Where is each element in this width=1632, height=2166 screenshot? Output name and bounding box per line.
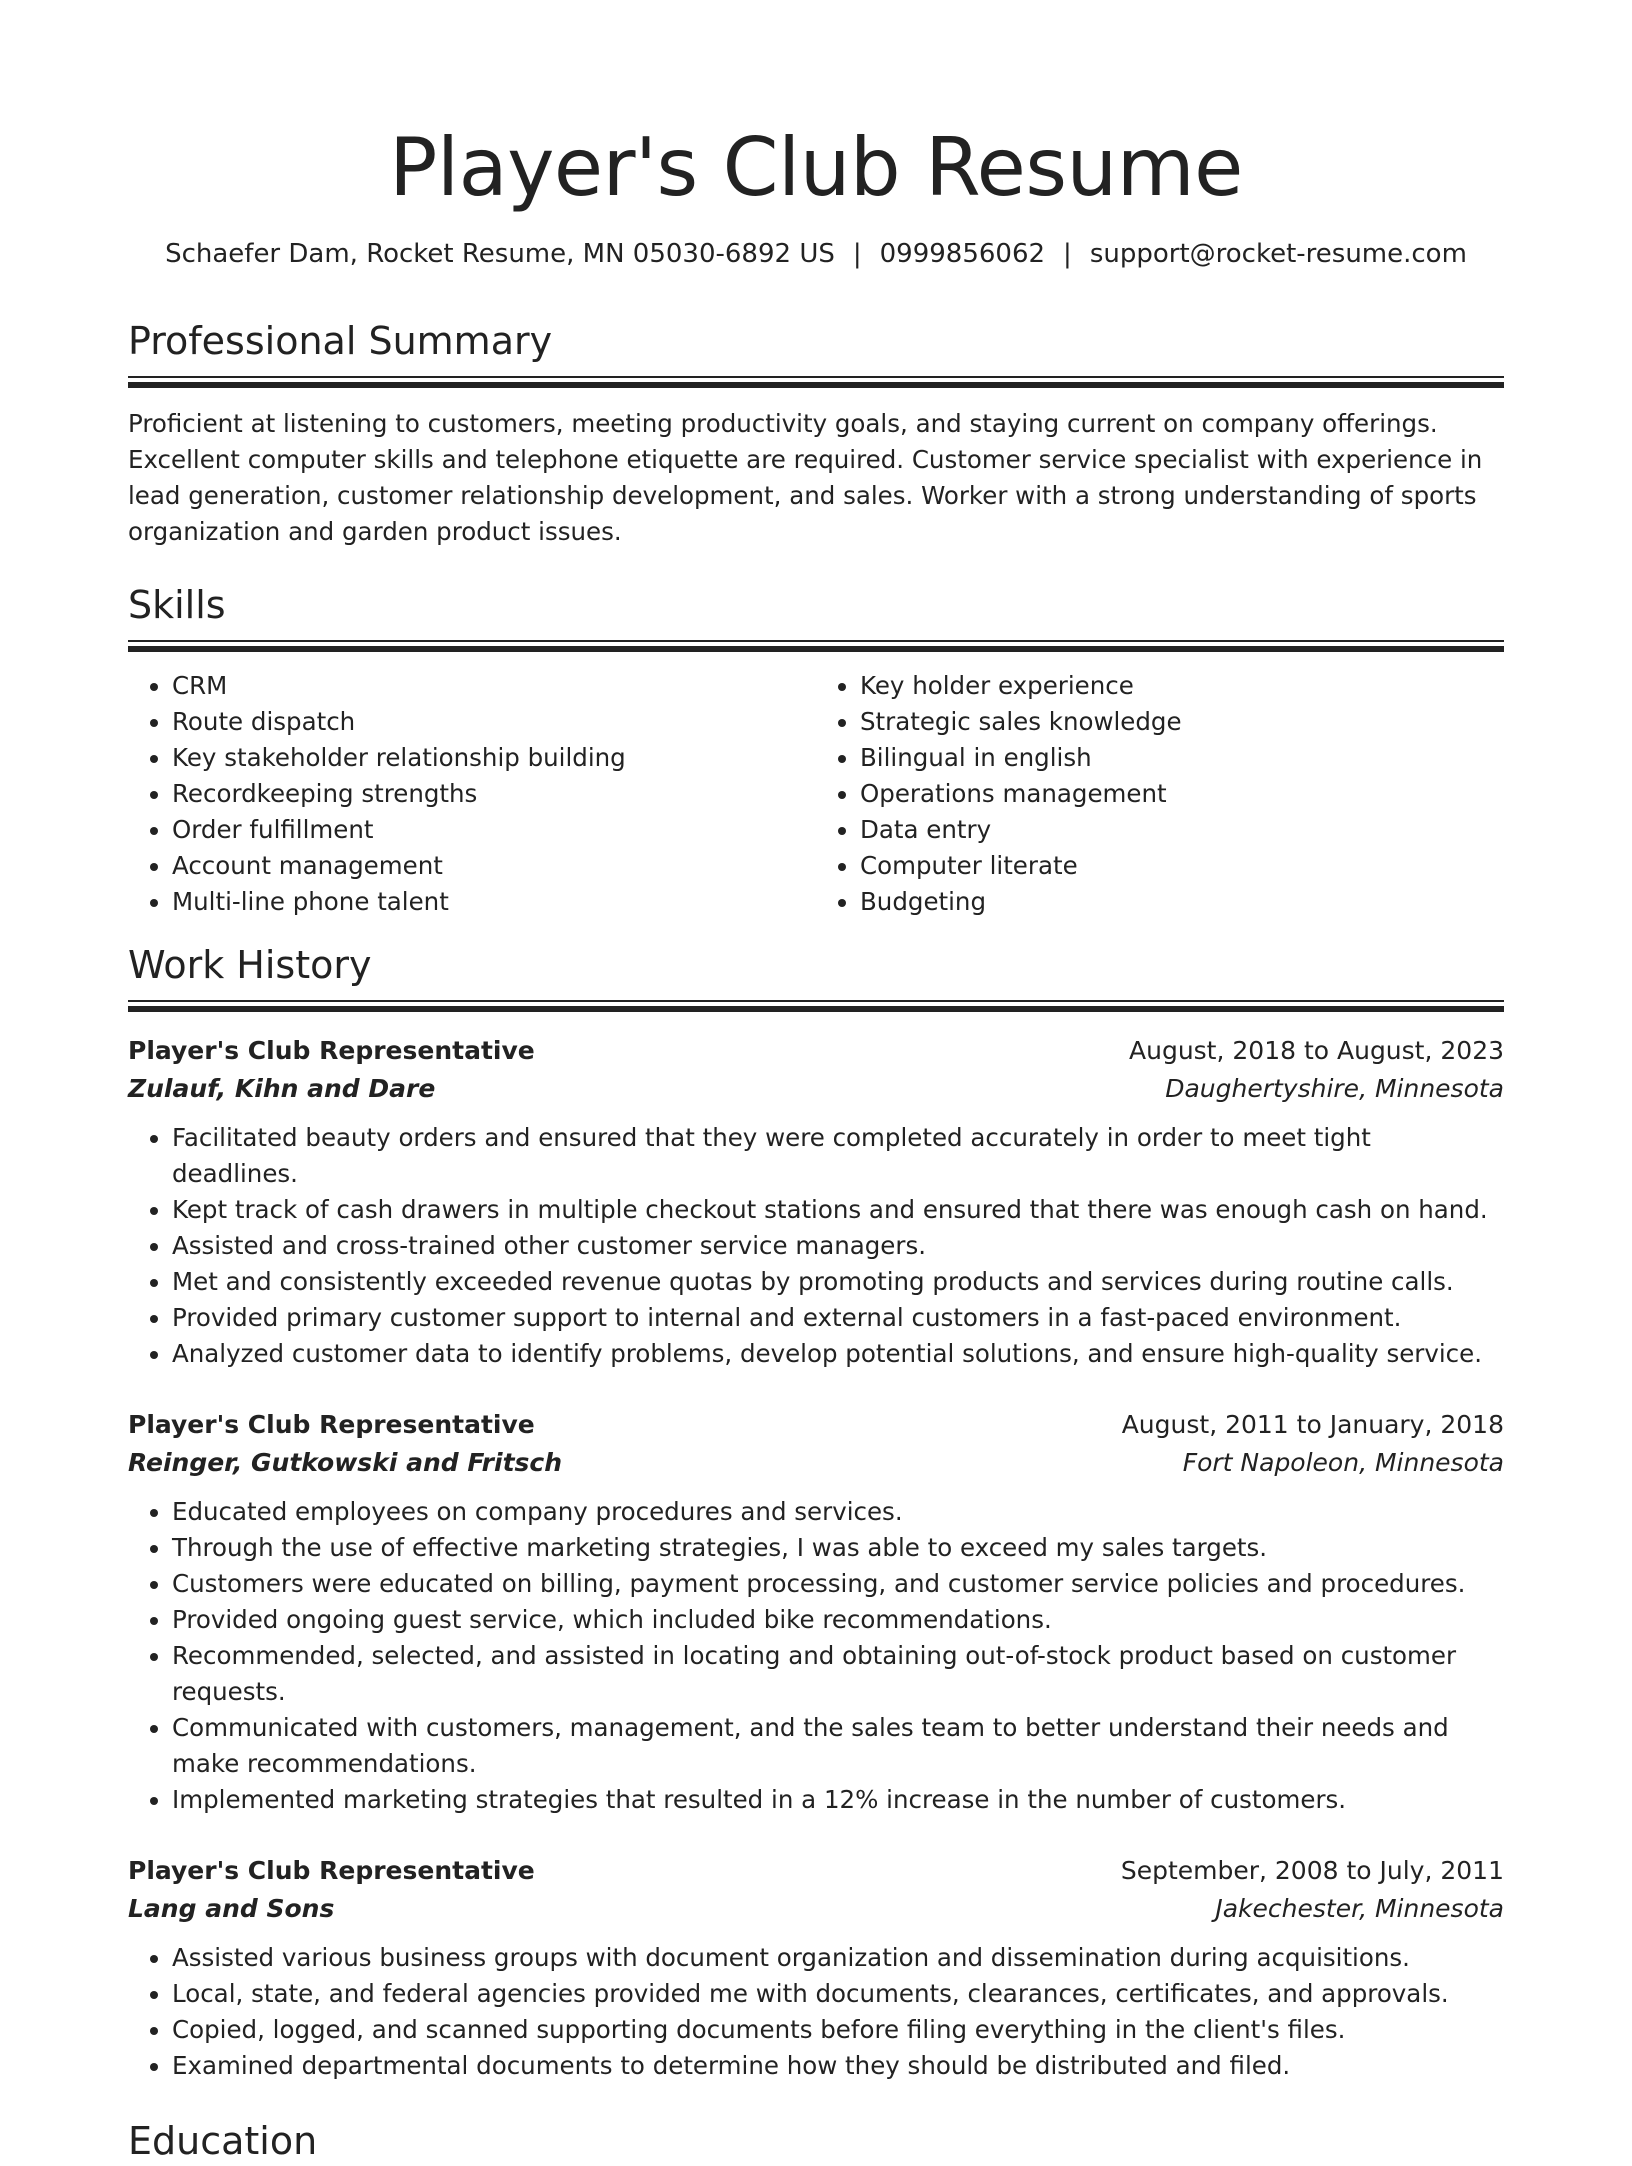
contact-email[interactable]: support@rocket-resume.com [1089, 239, 1467, 269]
job-bullet: • Local, state, and federal agencies provided me with documents, clearances, certificates, and approvals. [172, 1976, 1504, 2012]
skill-item: • Route dispatch [172, 704, 816, 740]
job-company-row [128, 1444, 1504, 1482]
job-bullets [128, 1940, 1504, 2084]
skills-section [128, 580, 1504, 920]
skills-columns [128, 668, 1504, 920]
work-history-heading: Work History [128, 943, 372, 987]
job-bullet: • Met and consistently exceeded revenue quotas by promoting products and services during routine calls. [172, 1264, 1504, 1300]
job-bullet: • Analyzed customer data to identify problems, develop potential solutions, and ensure high-quality service. [172, 1336, 1504, 1372]
job-bullet: • Kept track of cash drawers in multiple checkout stations and ensured that there was enough cash on hand. [172, 1192, 1504, 1228]
job-entry [128, 1406, 1504, 1818]
job-bullet: • Assisted and cross-trained other customer service managers. [172, 1228, 1504, 1264]
job-entry [128, 1032, 1504, 1372]
section-divider [128, 376, 1504, 388]
job-title: Player's Club Representative [128, 1856, 535, 1885]
job-bullet: • Copied, logged, and scanned supporting documents before filing everything in the client's files. [172, 2012, 1504, 2048]
job-bullet: • Educated employees on company procedures and services. [172, 1494, 1504, 1530]
job-company: Lang and Sons [128, 1894, 335, 1923]
job-location: Fort Napoleon, Minnesota [1182, 1448, 1504, 1477]
job-dates: August, 2018 to August, 2023 [1129, 1036, 1504, 1065]
skill-item: • Key stakeholder relationship building [172, 740, 816, 776]
job-bullets [128, 1494, 1504, 1818]
skill-item: • Computer literate [860, 848, 1504, 884]
skill-item: • Bilingual in english [860, 740, 1504, 776]
job-bullet: • Implemented marketing strategies that resulted in a 12% increase in the number of customers. [172, 1782, 1504, 1818]
contact-separator: | [1063, 239, 1072, 269]
job-title: Player's Club Representative [128, 1410, 535, 1439]
section-divider [128, 640, 1504, 652]
skills-right-list [816, 668, 1504, 920]
job-bullet: • Communicated with customers, management, and the sales team to better understand their needs and make recommendations. [172, 1710, 1504, 1782]
job-company-row [128, 1070, 1504, 1108]
resume-title: Player's Club Resume [389, 121, 1243, 214]
job-title: Player's Club Representative [128, 1036, 535, 1065]
skill-item: • Operations management [860, 776, 1504, 812]
education-section [128, 2116, 1504, 2166]
education-heading: Education [128, 2119, 318, 2163]
job-location: Jakechester, Minnesota [1215, 1894, 1504, 1923]
job-company: Zulauf, Kihn and Dare [128, 1074, 436, 1103]
skill-item: • Budgeting [860, 884, 1504, 920]
summary-section [128, 316, 1504, 550]
job-bullet: • Provided ongoing guest service, which included bike recommendations. [172, 1602, 1504, 1638]
contact-separator: | [852, 239, 862, 269]
job-header-row [128, 1032, 1504, 1070]
job-header-row [128, 1406, 1504, 1444]
job-bullet: • Recommended, selected, and assisted in locating and obtaining out-of-stock product based on customer requests. [172, 1638, 1504, 1710]
job-dates: September, 2008 to July, 2011 [1120, 1856, 1504, 1885]
job-bullet: • Provided primary customer support to internal and external customers in a fast-paced environment. [172, 1300, 1504, 1336]
job-company: Reinger, Gutkowski and Fritsch [128, 1448, 563, 1477]
summary-heading: Professional Summary [128, 319, 553, 363]
work-history-section [128, 940, 1504, 2084]
job-bullets [128, 1120, 1504, 1372]
skill-item: • CRM [172, 668, 816, 704]
job-company-row [128, 1890, 1504, 1928]
skill-item: • Recordkeeping strengths [172, 776, 816, 812]
skill-item: • Strategic sales knowledge [860, 704, 1504, 740]
contact-address: Schaefer Dam, Rocket Resume, MN 05030-6892 US [165, 239, 835, 269]
job-bullet: • Customers were educated on billing, payment processing, and customer service policies and procedures. [172, 1566, 1504, 1602]
job-entry [128, 1852, 1504, 2084]
job-dates: August, 2011 to January, 2018 [1121, 1410, 1504, 1439]
skills-left-list [128, 668, 816, 920]
contact-line [128, 236, 1504, 272]
skill-item: • Account management [172, 848, 816, 884]
job-location: Daughertyshire, Minnesota [1165, 1074, 1504, 1103]
skill-item: • Data entry [860, 812, 1504, 848]
summary-text: Proficient at listening to customers, meeting productivity goals, and staying current on company offerings. Excellent computer skills and telephone etiquette are required. Customer service specialist with experience in lead generation, customer relationship development, and sales. Worker with a strong understanding of sports organization and garden product issues. [128, 409, 1483, 546]
job-bullet: • Examined departmental documents to determine how they should be distributed and filed. [172, 2048, 1504, 2084]
skill-item: • Key holder experience [860, 668, 1504, 704]
contact-phone: 0999856062 [879, 239, 1046, 269]
skill-item: • Order fulfillment [172, 812, 816, 848]
job-bullet: • Facilitated beauty orders and ensured that they were completed accurately in order to meet tight deadlines. [172, 1120, 1504, 1192]
skill-item: • Multi-line phone talent [172, 884, 816, 920]
section-divider [128, 1000, 1504, 1012]
job-bullet: • Assisted various business groups with document organization and dissemination during acquisitions. [172, 1940, 1504, 1976]
job-header-row [128, 1852, 1504, 1890]
skills-heading: Skills [128, 583, 226, 627]
job-bullet: • Through the use of effective marketing strategies, I was able to exceed my sales targets. [172, 1530, 1504, 1566]
